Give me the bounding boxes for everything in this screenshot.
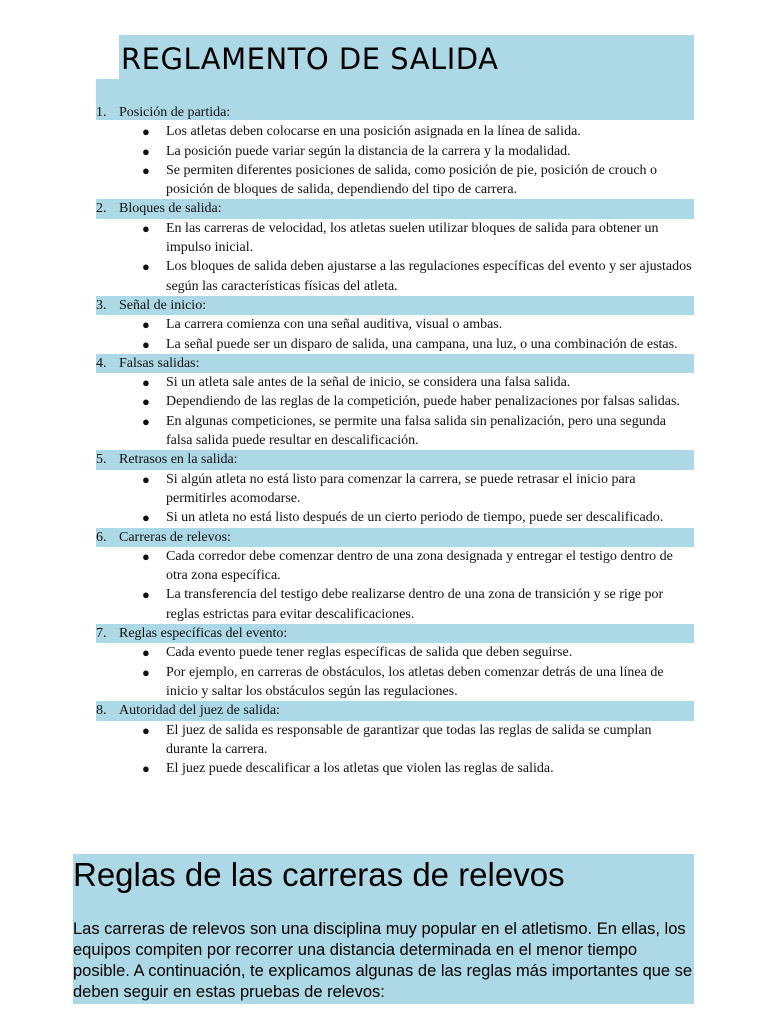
list-item bbox=[96, 643, 694, 662]
bullet-text: Cada corredor debe comenzar dentro de una zona designada y entregar el testigo dentro de otra zona específica. bbox=[166, 548, 673, 584]
rule-section bbox=[96, 624, 694, 701]
bullet-list bbox=[96, 470, 694, 528]
list-item bbox=[96, 721, 694, 760]
section-number: 7. bbox=[96, 626, 107, 642]
bullet-text: Por ejemplo, en carreras de obstáculos, los atletas deben comenzar detrás de una línea de inicio y saltar los obstáculos según las regulaciones. bbox=[166, 664, 664, 699]
bullet-icon: ● bbox=[142, 317, 150, 333]
bullet-text: Si un atleta no está listo después de un cierto periodo de tiempo, puede ser descalificado. bbox=[166, 510, 664, 526]
bullet-text: Los atletas deben colocarse en una posición asignada en la línea de salida. bbox=[166, 124, 581, 140]
section-number: 1. bbox=[96, 105, 107, 120]
bullet-text: El juez puede descalificar a los atletas que violen las reglas de salida. bbox=[166, 761, 554, 777]
rule-section bbox=[96, 450, 694, 527]
rule-section bbox=[96, 701, 694, 778]
bullet-text: La señal puede ser un disparo de salida, una campana, una luz, o una combinación de estas. bbox=[166, 336, 678, 352]
section-heading bbox=[96, 701, 694, 720]
bullet-list bbox=[96, 315, 694, 354]
list-item bbox=[96, 585, 694, 624]
bullet-icon: ● bbox=[142, 124, 150, 140]
relay-title: Reglas de las carreras de relevos bbox=[73, 856, 565, 893]
list-item bbox=[96, 663, 694, 702]
list-item bbox=[96, 470, 694, 509]
section-number: 3. bbox=[96, 297, 107, 313]
rule-section bbox=[96, 103, 694, 199]
page-title: REGLAMENTO DE SALIDA bbox=[121, 42, 499, 76]
bullet-icon: ● bbox=[142, 587, 150, 603]
section-heading-text: Reglas específicas del evento: bbox=[119, 626, 288, 642]
list-item bbox=[96, 412, 694, 451]
section-heading-text: Autoridad del juez de salida: bbox=[119, 703, 280, 719]
list-item bbox=[96, 122, 694, 141]
list-item bbox=[96, 373, 694, 392]
bullet-icon: ● bbox=[142, 645, 150, 661]
bullet-icon: ● bbox=[142, 548, 150, 564]
bullet-text: Los bloques de salida deben ajustarse a las regulaciones específicas del evento y ser ajustados según las características físicas del atleta. bbox=[166, 259, 692, 294]
section-heading-text: Bloques de salida: bbox=[119, 201, 222, 217]
list-item bbox=[96, 759, 694, 778]
bullet-text: En algunas competiciones, se permite una falsa salida sin penalización, pero una segunda falsa salida puede resultar en descalificación. bbox=[166, 413, 666, 449]
bullet-text: La transferencia del testigo debe realizarse dentro de una zona de transición y se rige por reglas estrictas para evitar descalificaciones. bbox=[166, 587, 664, 622]
section-heading bbox=[96, 103, 694, 122]
section-heading bbox=[96, 528, 694, 547]
section-number: 8. bbox=[96, 703, 107, 719]
bullet-text: Dependiendo de las reglas de la competición, puede haber penalizaciones por falsas salidas. bbox=[166, 394, 680, 410]
section-heading bbox=[96, 296, 694, 315]
bullet-icon: ● bbox=[142, 259, 150, 275]
bullet-icon: ● bbox=[142, 471, 150, 487]
list-item bbox=[96, 257, 694, 296]
bullet-text: La carrera comienza con una señal auditiva, visual o ambas. bbox=[166, 317, 503, 333]
bullet-icon: ● bbox=[142, 761, 150, 777]
list-item bbox=[96, 161, 694, 200]
section-number: 2. bbox=[96, 201, 107, 217]
bullet-icon: ● bbox=[142, 510, 150, 526]
bullet-icon: ● bbox=[142, 394, 150, 410]
bullet-text: Se permiten diferentes posiciones de salida, como posición de pie, posición de crouch o posición de bloques de salida, dependiendo del tipo de carrera. bbox=[166, 162, 658, 198]
list-item bbox=[96, 219, 694, 258]
list-item bbox=[96, 315, 694, 334]
section-heading-text: Carreras de relevos: bbox=[119, 529, 231, 545]
bullet-text: El juez de salida es responsable de garantizar que todas las reglas de salida se cumplan durante la carrera. bbox=[166, 722, 652, 757]
rule-section bbox=[96, 199, 694, 295]
section-heading-text: Retrasos en la salida: bbox=[119, 452, 238, 468]
list-item bbox=[96, 547, 694, 586]
rule-section bbox=[96, 354, 694, 450]
section-heading bbox=[96, 450, 694, 469]
bullet-list bbox=[96, 219, 694, 296]
bullet-list bbox=[96, 122, 694, 199]
bullet-text: La posición puede variar según la distancia de la carrera y la modalidad. bbox=[166, 143, 571, 159]
section-heading-text: Posición de partida: bbox=[119, 105, 231, 120]
bullet-icon: ● bbox=[142, 143, 150, 159]
section-number: 5. bbox=[96, 452, 107, 468]
section-heading bbox=[96, 354, 694, 373]
bullet-list bbox=[96, 373, 694, 450]
bullet-text: Cada evento puede tener reglas específicas de salida que deben seguirse. bbox=[166, 645, 573, 661]
rule-section bbox=[96, 296, 694, 354]
bullet-icon: ● bbox=[142, 375, 150, 391]
list-item bbox=[96, 335, 694, 354]
bullet-list bbox=[96, 643, 694, 701]
rules-list bbox=[96, 103, 694, 778]
bullet-icon: ● bbox=[142, 336, 150, 352]
relay-intro: Las carreras de relevos son una disciplina muy popular en el atletismo. En ellas, los equipos compiten por recorrer una distancia determinada en el menor tiempo posible. A continuación, te explicamos algunas de las reglas más importantes que se deben seguir en estas pruebas de relevos: bbox=[73, 920, 693, 1001]
bullet-icon: ● bbox=[142, 722, 150, 738]
bullet-icon: ● bbox=[142, 413, 150, 429]
section-heading bbox=[96, 624, 694, 643]
section-number: 6. bbox=[96, 529, 107, 545]
section-heading-text: Falsas salidas: bbox=[119, 355, 200, 371]
section-number: 4. bbox=[96, 355, 107, 371]
bullet-list bbox=[96, 721, 694, 779]
bullet-icon: ● bbox=[142, 220, 150, 236]
bullet-text: En las carreras de velocidad, los atletas suelen utilizar bloques de salida para obtener un impulso inicial. bbox=[166, 220, 659, 256]
bullet-icon: ● bbox=[142, 664, 150, 680]
section-heading-text: Señal de inicio: bbox=[119, 297, 207, 313]
bullet-text: Si algún atleta no está listo para comenzar la carrera, se puede retrasar el inicio para permitirles acomodarse. bbox=[166, 471, 636, 506]
bullet-text: Si un atleta sale antes de la señal de inicio, se considera una falsa salida. bbox=[166, 375, 571, 391]
bullet-icon: ● bbox=[142, 162, 150, 178]
section-heading bbox=[96, 199, 694, 218]
list-item bbox=[96, 142, 694, 161]
list-item bbox=[96, 392, 694, 411]
list-item bbox=[96, 508, 694, 527]
bullet-list bbox=[96, 547, 694, 624]
rule-section bbox=[96, 528, 694, 624]
